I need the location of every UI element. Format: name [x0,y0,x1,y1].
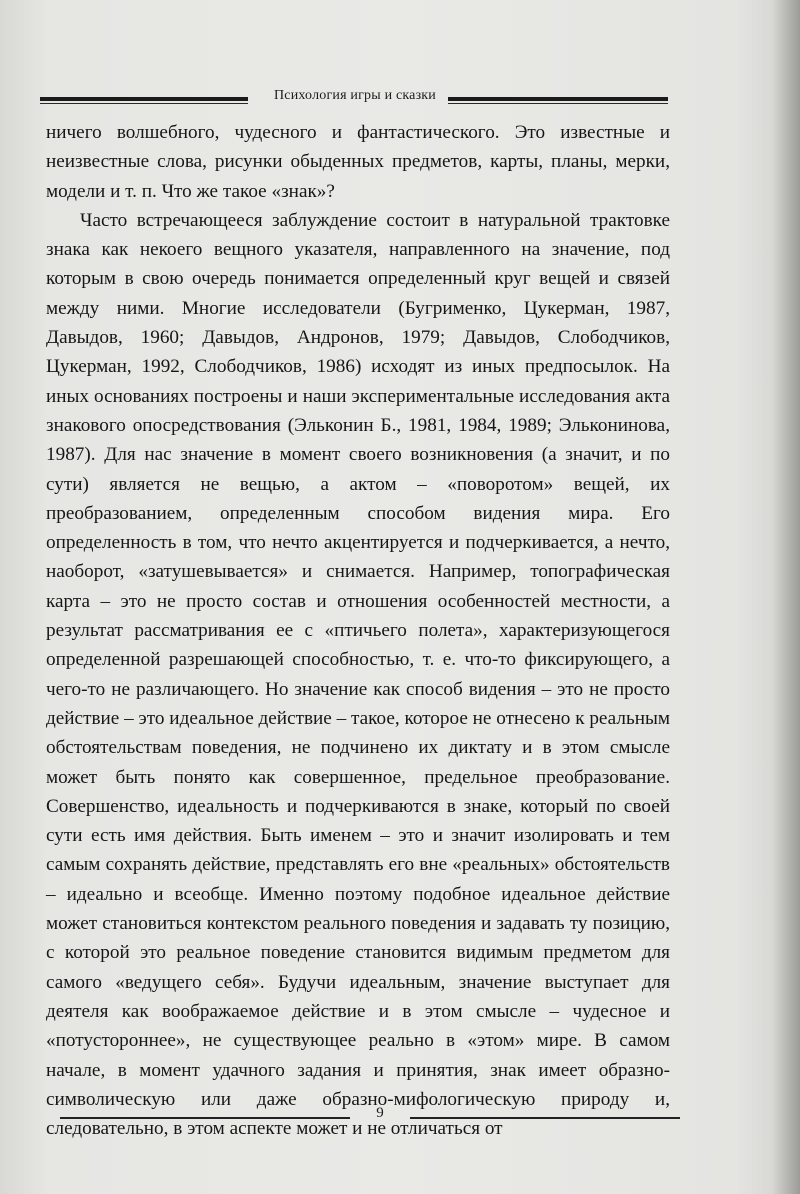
running-header [40,88,668,108]
header-rule-right [448,97,668,101]
paragraph: Часто встречающееся заблуждение состоит в натуральной трактовке знака как некоего вещного указателя, направленного на значение, под которым в свою очередь понимается определенный круг вещей и связей между ними. Многие исследователи (Бугрименко, Цукерман, 1987, Давыдов, 1960; Давыдов, Андронов, 1979; Давыдов, Слободчиков, Цукерман, 1992, Слободчиков, 1986) исходят из иных предпосылок. На иных основаниях построены и наши экспериментальные исследования акта знакового опосредствования (Эльконин Б., 1981, 1984, 1989; Эльконинова, 1987). Для нас значение в момент своего возникновения (а значит, и по сути) является не вещью, а актом – «поворотом» вещей, их преобразованием, определенным способом видения мира. Его определенность в том, что нечто акцентируется и подчеркивается, а нечто, наоборот, «затушевывается» и снимается. Например, топографическая карта – это не просто состав и отношения особенностей местности, а результат рассматривания ее с «птичьего полета», характеризующегося определенной разрешающей способностью, т. е. что-то фиксирующего, а чего-то не различающего. Но значение как способ видения – это не просто действие – это идеальное действие – такое, которое не отнесено к реальным обстоятельствам поведения, не подчинено их диктату и в этом смысле может быть понято как совершенное, предельное преобразование. Совершенство, идеальность и подчеркиваются в знаке, который по своей сути есть имя действия. Быть именем – это и значит изолировать и тем самым сохранять действие, представлять его вне «реальных» обстоятельств – идеально и всеобще. Именно поэтому подобное идеальное действие может становиться контекстом реального поведения и задавать ту позицию, с которой это реальное поведение становится видимым предметом для самого «ведущего себя». Будучи идеальным, значение выступает для деятеля как воображаемое действие и в этом смысле – чудесное и «потустороннее», не существующее реально в «этом» мире. В самом начале, в момент удачного задания и принятия, знак имеет образно-символическую или даже образно-мифологическую природу и, следовательно, в этом аспекте может и не отличаться от [46,209,670,1140]
body-text [46,118,670,1143]
spine-shadow [772,0,800,1194]
page-footer [60,1105,680,1129]
header-rule-left [40,97,248,101]
footer-rule-right [410,1117,680,1119]
paragraph-continued: ничего волшебного, чудесного и фантастического. Это известные и неизвестные слова, рисунки обыденных предметов, карты, планы, мерки, модели и т. п. Что же такое «знак»? [46,122,670,202]
page-number: 9 [376,1105,384,1121]
footer-rule-left [60,1117,350,1119]
header-rule-left-thin [40,103,248,104]
running-title: Психология игры и сказки [273,88,437,103]
header-rule-right-thin [448,103,668,104]
